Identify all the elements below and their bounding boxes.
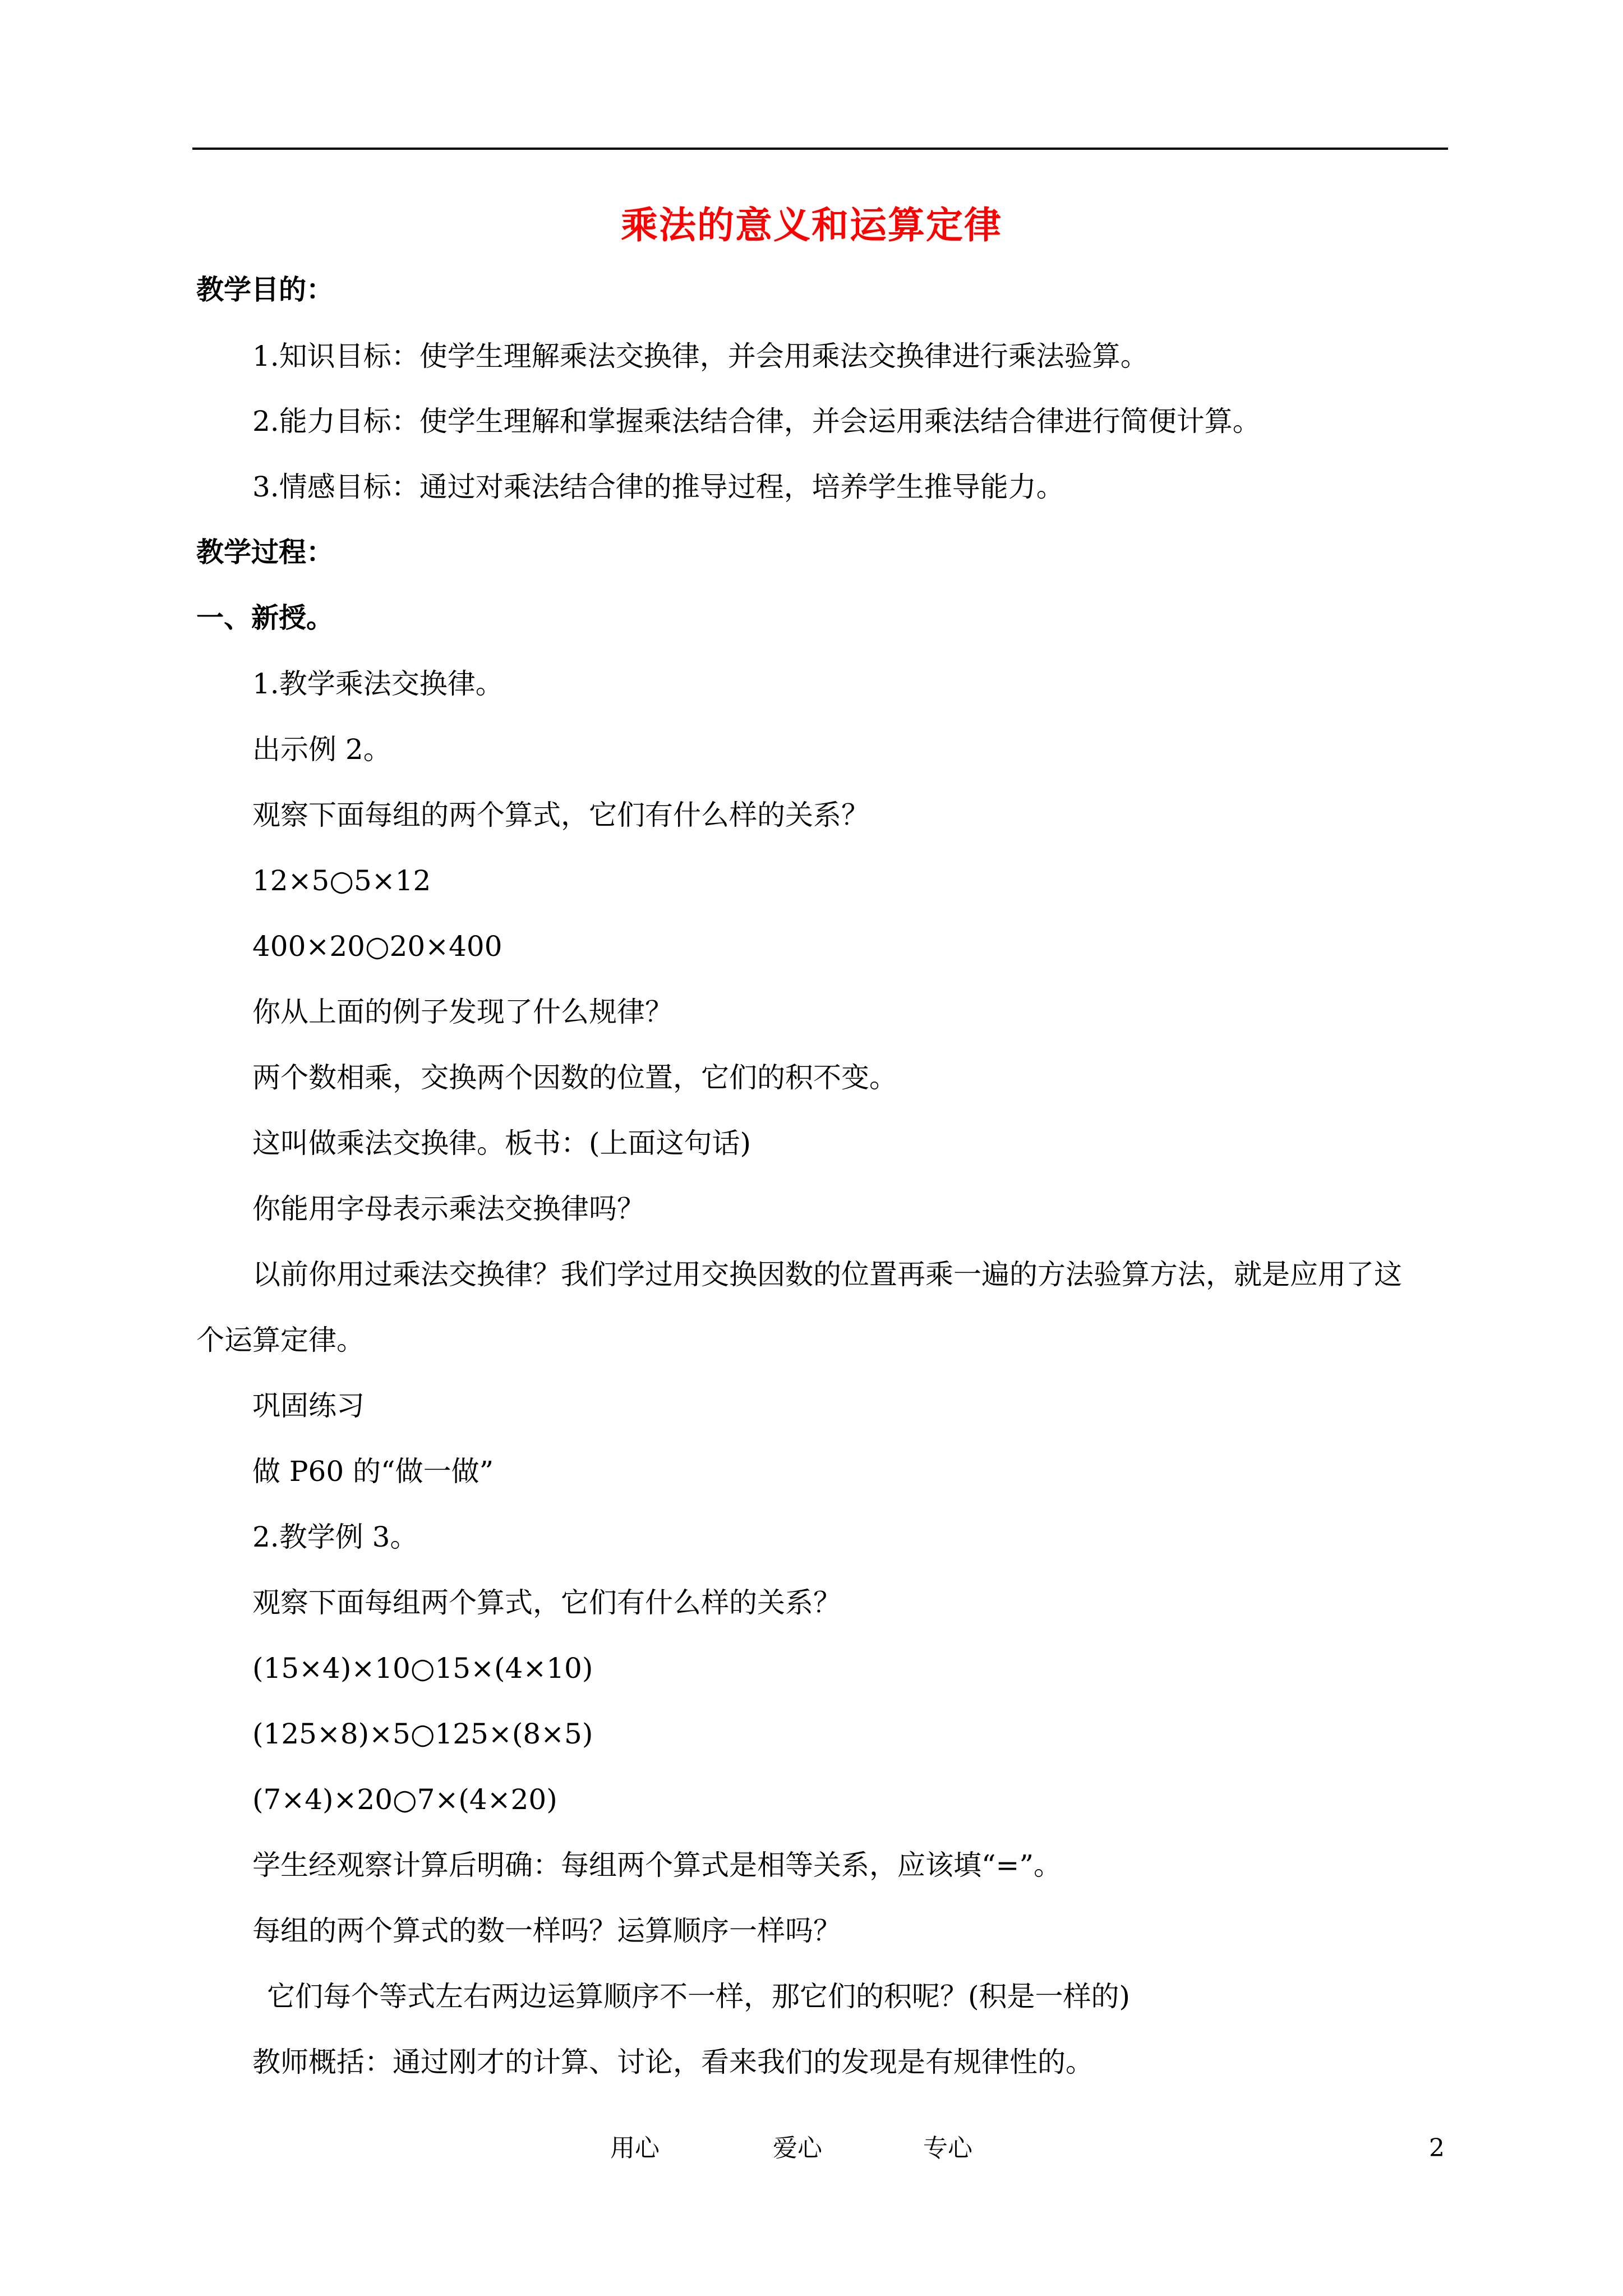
- paragraph: 巩固练习: [252, 1389, 365, 1422]
- math-expression: (15×4)×10○15×(4×10): [252, 1652, 593, 1685]
- paragraph: 观察下面每组的两个算式，它们有什么样的关系？: [252, 799, 869, 831]
- footer-word: 用心: [610, 2134, 660, 2162]
- paragraph-continuation: 个运算定律。: [196, 1324, 365, 1356]
- math-expression: (125×8)×5○125×(8×5): [252, 1718, 593, 1750]
- footer-word: 爱心: [773, 2134, 822, 2162]
- footer-word: 专心: [923, 2134, 972, 2162]
- page-number: 2: [1429, 2134, 1445, 2162]
- paragraph: 这叫做乘法交换律。板书：(上面这句话): [252, 1127, 751, 1159]
- paragraph: 你能用字母表示乘法交换律吗？: [252, 1193, 645, 1225]
- header-rule: [192, 148, 1448, 150]
- paragraph: 每组的两个算式的数一样吗？运算顺序一样吗？: [252, 1915, 841, 1947]
- math-expression: (7×4)×20○7×(4×20): [252, 1783, 557, 1816]
- paragraph: 两个数相乘，交换两个因数的位置，它们的积不变。: [252, 1061, 897, 1094]
- page-title: 乘法的意义和运算定律: [621, 204, 1002, 247]
- paragraph: 观察下面每组两个算式，它们有什么样的关系？: [252, 1586, 841, 1619]
- paragraph: 2.教学例 3。: [252, 1521, 418, 1553]
- objective-knowledge: 1.知识目标：使学生理解乘法交换律，并会用乘法交换律进行乘法验算。: [252, 340, 1149, 372]
- paragraph: 它们每个等式左右两边运算顺序不一样，那它们的积呢？(积是一样的): [267, 1980, 1131, 2013]
- section-heading-new-lesson: 一、新授。: [196, 602, 334, 634]
- math-expression: 400×20○20×400: [252, 930, 502, 963]
- section-heading-objectives: 教学目的：: [196, 274, 334, 306]
- paragraph: 你从上面的例子发现了什么规律？: [252, 996, 673, 1028]
- paragraph: 出示例 2。: [252, 733, 391, 766]
- paragraph: 以前你用过乘法交换律？我们学过用交换因数的位置再乘一遍的方法验算方法，就是应用了这: [252, 1258, 1402, 1291]
- paragraph: 教师概括：通过刚才的计算、讨论，看来我们的发现是有规律性的。: [252, 2046, 1094, 2078]
- section-heading-process: 教学过程：: [196, 536, 334, 568]
- objective-ability: 2.能力目标：使学生理解和掌握乘法结合律，并会运用乘法结合律进行简便计算。: [252, 405, 1261, 438]
- math-expression: 12×5○5×12: [252, 864, 431, 897]
- paragraph: 1.教学乘法交换律。: [252, 668, 504, 700]
- objective-emotion: 3.情感目标：通过对乘法结合律的推导过程，培养学生推导能力。: [252, 471, 1064, 503]
- paragraph: 做 P60 的“做一做”: [252, 1455, 494, 1488]
- paragraph: 学生经观察计算后明确：每组两个算式是相等关系，应该填“=”。: [252, 1849, 1062, 1881]
